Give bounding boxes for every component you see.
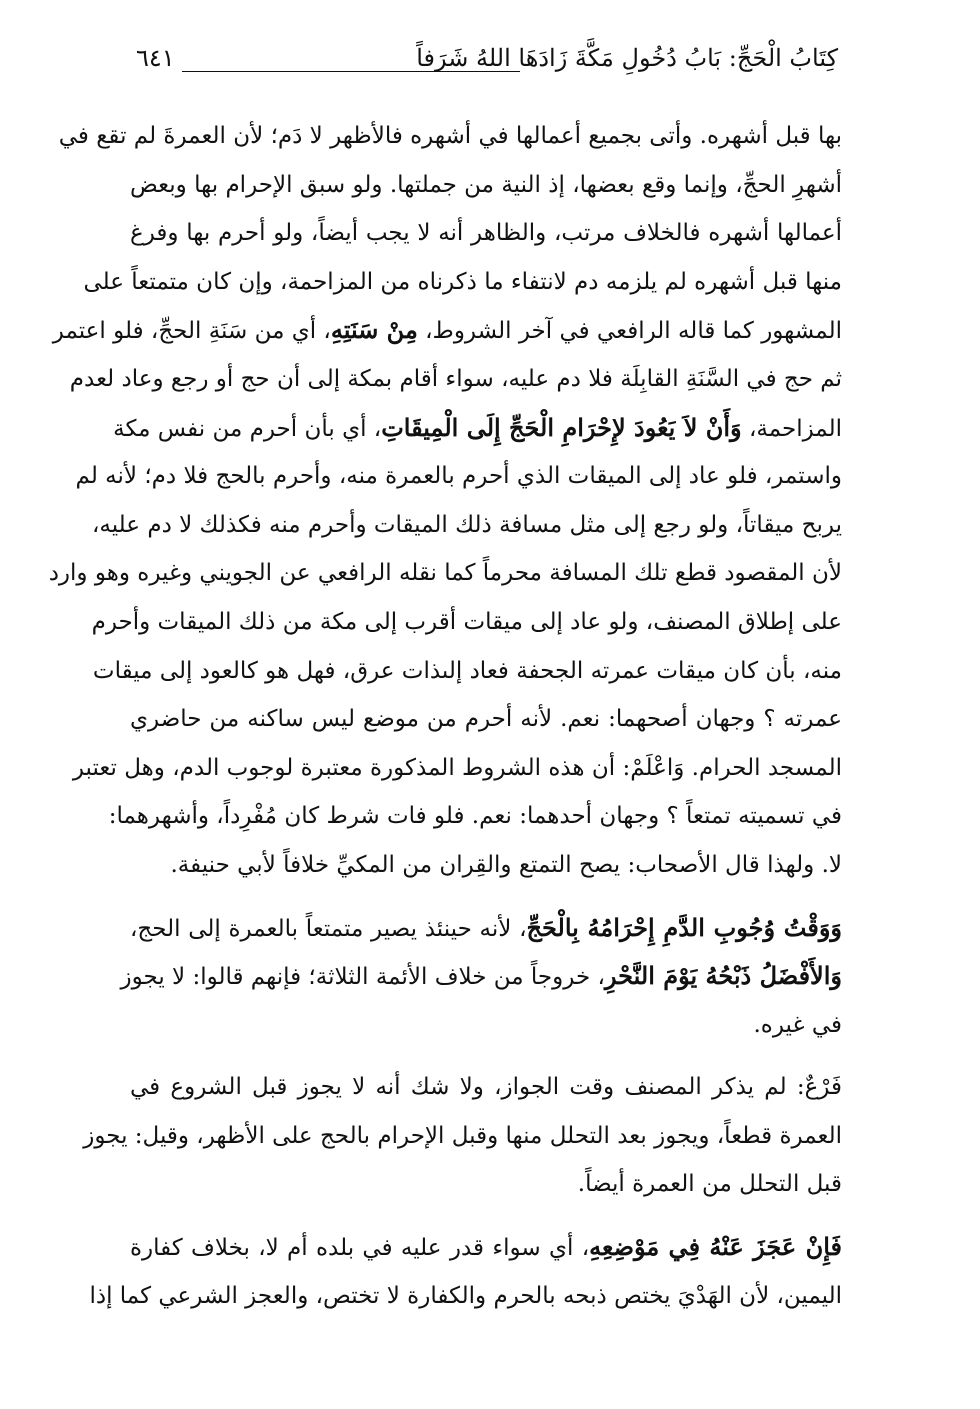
matn-text: مِنْ سَنَتِهِ [330,315,418,345]
paragraph-gap [130,890,842,904]
sharh-text: منها قبل أشهره لم يلزمه دم لانتفاء ما ذكرناه من المزاحمة، وإن كان متمتعاً على [83,268,842,295]
text-line [130,841,842,890]
text-line [130,161,842,210]
sharh-text: قبل التحلل من العمرة أيضاً. [577,1171,842,1198]
sharh-text: أشهرِ الحجِّ، وإنما وقع بعضها، إذ النية من جملتها. ولو سبق الإحرام بها وبعض [130,171,842,198]
sharh-text: في تسميته تمتعاً ؟ وجهان أحدهما: نعم. فلو فات شرط كان مُفْرِداً، وأشهرهما: [108,803,842,830]
text-line [130,1001,842,1050]
sharh-text: ، أي سواء قدر عليه في بلده أم لا، بخلاف كفارة [130,1235,590,1262]
sharh-text: المزاحمة، [741,415,842,442]
sharh-text: أعمالها أشهره فالخلاف مرتب، والظاهر أنه لا يجب أيضاً، ولو أحرم بها وفرغ [130,220,842,247]
matn-text: وَالأَفْضَلُ ذَبْحُهُ يَوْمَ النَّحْرِ [604,961,842,991]
text-line [72,744,842,793]
text-line [130,1063,842,1112]
sharh-text: لأن المقصود قطع تلك المسافة محرماً كما نقله الرافعي عن الجويني وغيره وهو وارد [48,560,842,587]
header-rule [182,71,520,72]
text-line [91,598,842,647]
page-number: ٦٤١ [136,44,175,72]
text-line [113,404,842,453]
sharh-text: ، أي من سَنَةِ الحجِّ، فلو اعتمر [52,318,331,345]
text-line [69,355,842,404]
text-line [130,1223,842,1272]
sharh-text: في غيره. [753,1011,842,1038]
text-line [83,1112,842,1161]
sharh-text: بها قبل أشهره. وأتى بجميع أعمالها في أشهره فالأظهر لا دَم؛ لأن العمرةَ لم تقع في [58,123,842,149]
text-line [58,112,842,161]
running-title: كِتَابُ الْحَجِّ: بَابُ دُخُولِ مَكَّةَ زَادَهَا اللهُ شَرَفاً [416,44,838,72]
matn-text: فَإِنْ عَجَزَ عَنْهُ فِي مَوْضِعِهِ [589,1232,843,1262]
matn-text: وَوَقْتُ وُجُوبِ الدَّمِ إِحْرَامُهُ بِالْحَجِّ [526,912,842,942]
sharh-text: على إطلاق المصنف، ولو عاد إلى ميقات أقرب إلى مكة من ذلك الميقات وأحرم [91,608,842,635]
sharh-text: منه، بأن كان ميقات عمرته الجحفة فعاد إلىذات عرق، فهل هو كالعود إلى ميقات [92,657,842,684]
text-line [120,952,842,1001]
paragraph-gap [130,1209,842,1223]
sharh-text: العمرة قطعاً، ويجوز بعد التحلل منها وقبل الإحرام بالحج على الأظهر، وقيل: يجوز [83,1122,842,1149]
sharh-text: المسجد الحرام. وَاعْلَمْ: أن هذه الشروط المذكورة معتبرة لوجوب الدم، وهل تعتبر [72,754,842,781]
text-line [130,904,842,953]
text-line [108,792,842,841]
sharh-text: المشهور كما قاله الرافعي في آخر الشروط، [417,318,842,345]
sharh-text: ، خروجاً من خلاف الأئمة الثلاثة؛ فإنهم قالوا: لا يجوز [120,964,605,991]
sharh-text: ، أي بأن أحرم من نفس مكة [113,415,382,442]
matn-text: وَأَنْ لاَ يَعُودَ لإِحْرَامِ الْحَجِّ إِلَى الْمِيقَاتِ [381,412,742,442]
sharh-text: فَرْعٌ: لم يذكر المصنف وقت الجواز، ولا شك أنه لا يجوز قبل الشروع في [130,1074,842,1101]
text-line [92,647,842,696]
text-line [52,306,842,355]
text-line [130,209,842,258]
text-line [48,549,842,598]
text-line [130,695,842,744]
text-line [91,501,842,550]
sharh-text: لا. ولهذا قال الأصحاب: يصح التمتع والقِران من المكيِّ خلافاً لأبي حنيفة. [170,851,842,878]
text-line [75,452,842,501]
text-line [130,1160,842,1209]
sharh-text: واستمر، فلو عاد إلى الميقات الذي أحرم بالعمرة منه، وأحرم بالحج فلا دم؛ لأنه لم [75,463,842,490]
page-header [136,42,838,82]
paragraph-gap [130,1049,842,1063]
text-line [83,258,842,307]
sharh-text: ، لأنه حينئذ يصير متمتعاً بالعمرة إلى الحج، [130,915,527,942]
sharh-text: يربح ميقاتاً، ولو رجع إلى مثل مسافة ذلك الميقات وأحرم منه فكذلك لا دم عليه، [91,511,842,538]
text-line [89,1272,842,1321]
sharh-text: اليمين، لأن الهَدْيَ يختص ذبحه بالحرم والكفارة لا تختص، والعجز الشرعي كما إذا [89,1282,842,1309]
sharh-text: ثم حج في السَّنَةِ القابِلَة فلا دم عليه، سواء أقام بمكة إلى أن حج أو رجع وعاد لعدم [69,365,842,392]
body-text [48,112,843,1320]
sharh-text: عمرته ؟ وجهان أصحهما: نعم. لأنه أحرم من موضع ليس ساكنه من حاضري [130,706,842,733]
